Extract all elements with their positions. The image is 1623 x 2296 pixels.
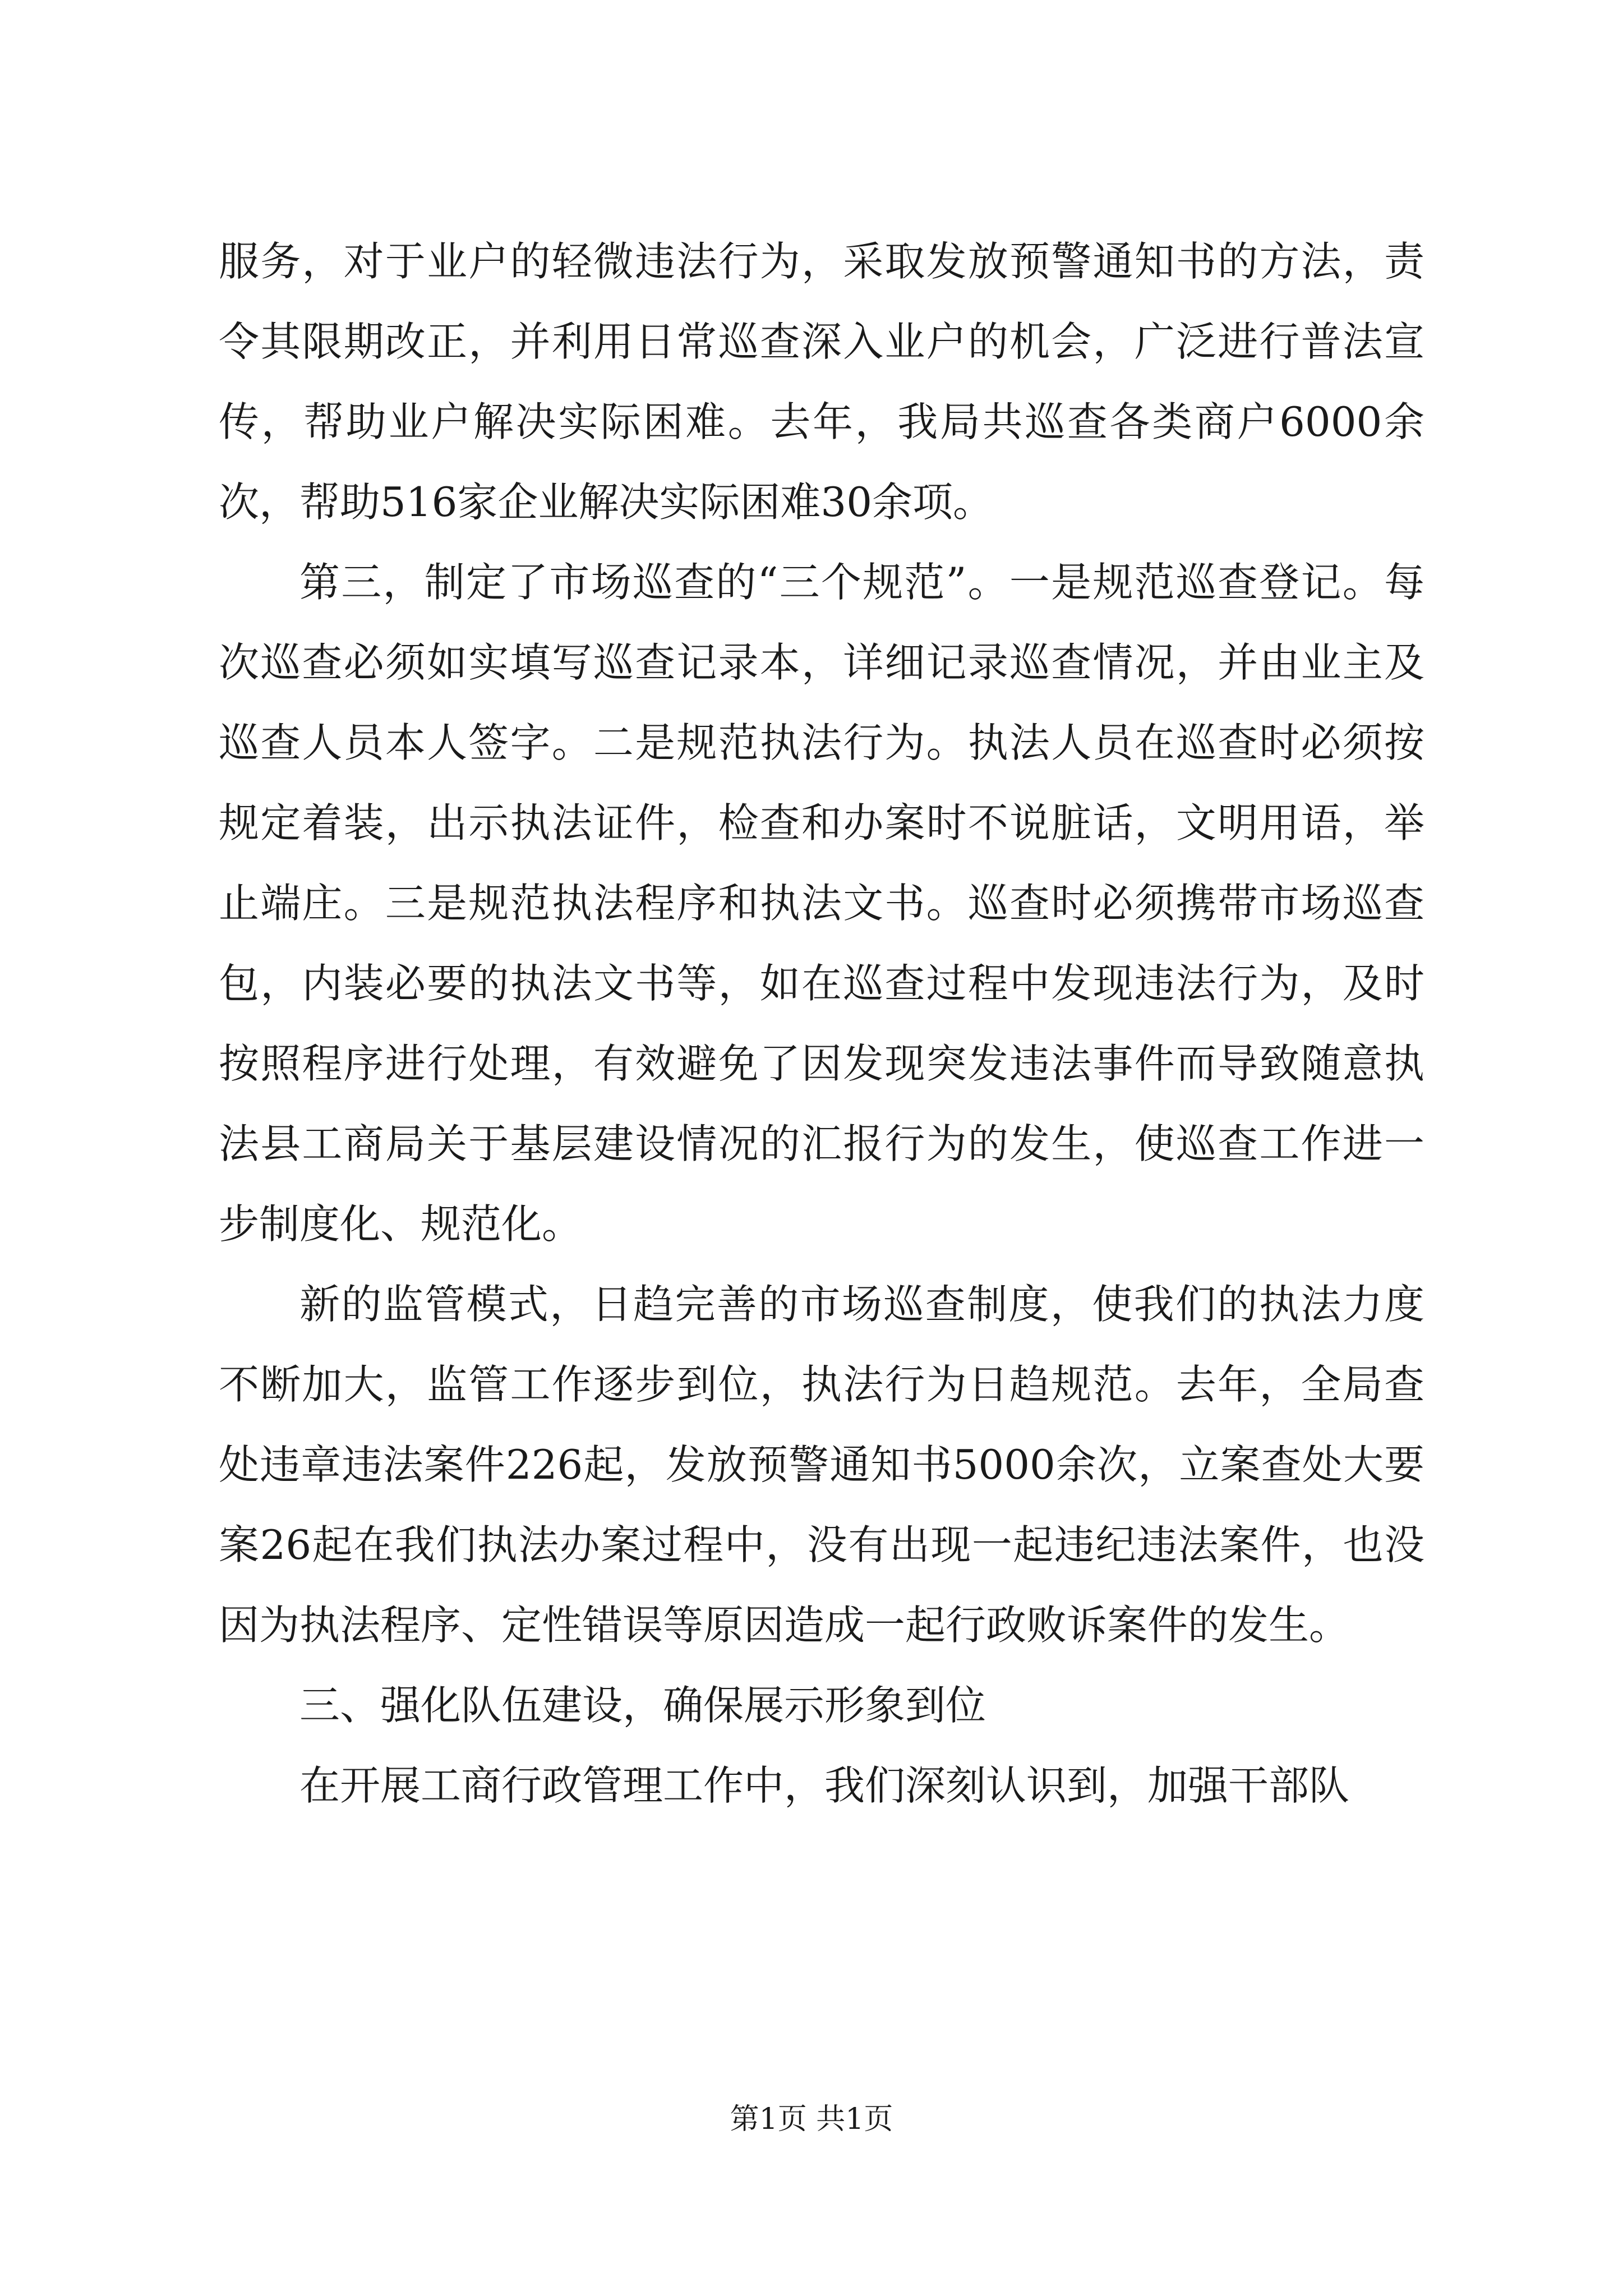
paragraph-2: 第三，制定了市场巡查的“三个规范”。一是规范巡查登记。每次巡查必须如实填写巡查记录本，详细记录巡查情况，并由业主及巡查人员本人签字。二是规范执法行为。执法人员在巡查时必须按规定着装，出示执法证件，检查和办案时不说脏话，文明用语，举止端庄。三是规范执法程序和执法文书。巡查时必须携带市场巡查包，内装必要的执法文书等，如在巡查过程中发现违法行为，及时按照程序进行处理，有效避免了因发现突发违法事件而导致随意执法县工商局关于基层建设情况的汇报行为的发生，使巡查工作进一步制度化、规范化。 (219, 559, 1424, 1248)
document-body (219, 222, 1424, 1826)
paragraph-1: 服务，对于业户的轻微违法行为，采取发放预警通知书的方法，责令其限期改正，并利用日常巡查深入业户的机会，广泛进行普法宣传，帮助业户解决实际困难。去年，我局共巡查各类商户6000余次，帮助516家企业解决实际困难30余项。 (219, 238, 1424, 526)
section-heading: 三、强化队伍建设，确保展示形象到位 (299, 1682, 986, 1729)
paragraph-4: 在开展工商行政管理工作中，我们深刻认识到，加强干部队 (299, 1762, 1350, 1809)
page-footer: 第1页 共1页 (730, 2102, 893, 2136)
paragraph-3: 新的监管模式，日趋完善的市场巡查制度，使我们的执法力度不断加大，监管工作逐步到位，执法行为日趋规范。去年，全局查处违章违法案件226起，发放预警通知书5000余次，立案查处大要案26起在我们执法办案过程中，没有出现一起违纪违法案件，也没因为执法程序、定性错误等原因造成一起行政败诉案件的发生。 (219, 1281, 1424, 1649)
